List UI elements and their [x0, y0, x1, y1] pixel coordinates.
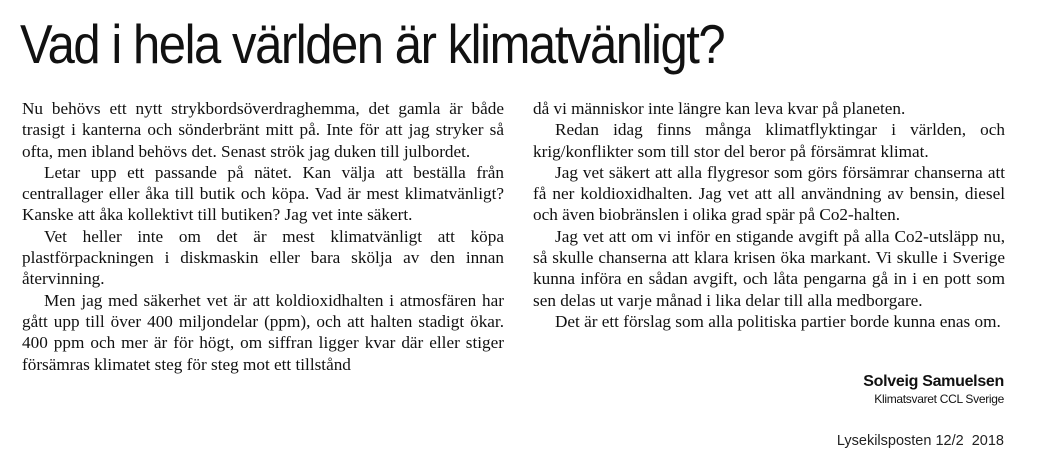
paragraph: Jag vet säkert att alla flygresor som görs försämrar chanserna att få ner koldioxidhalten. Jag vet att all användning av bensin, diesel och även biobränslen i olika grad spär på Co2-halten.	[533, 162, 1005, 225]
signature	[863, 372, 1004, 406]
author-organization: Klimatsvaret CCL Sverige	[874, 392, 1004, 406]
paragraph: Letar upp ett passande på nätet. Kan välja att beställa från centrallager eller åka till butik och köpa. Vad är mest klimatvänligt? Kanske att åka kollektivt till butiken? Jag vet inte säkert.	[22, 162, 504, 225]
author-name: Solveig Samuelsen	[863, 373, 1004, 390]
paragraph: Det är ett förslag som alla politiska partier borde kunna enas om.	[555, 311, 1001, 331]
paragraph: Jag vet att om vi inför en stigande avgift på alla Co2-utsläpp nu, så skulle chanserna att klara krisen öka markant. Vi skulle i Sverige kunna införa en sådan avgift, och låta pengarna gå in i en pott som sen delas ut varje månad i lika delar till alla medborgare.	[533, 226, 1005, 310]
headline: Vad i hela världen är klimatvänligt?	[20, 13, 725, 75]
paragraph: Men jag med säkerhet vet är att koldioxidhalten i atmosfären har gått upp till över 400 miljondelar (ppm), och att halten stadigt ökar. 400 ppm och mer är för högt, om siffran ligger kvar där eller stiger försämras klimatet steg för steg mot ett tillstånd	[22, 290, 504, 374]
article-column-right	[533, 98, 1005, 332]
article-column-left	[22, 98, 504, 375]
publication-source: Lysekilsposten 12/2 2018	[836, 433, 1004, 449]
paragraph: Vet heller inte om det är mest klimatvänligt att köpa plastförpackningen i diskmaskin eller bara skölja av den innan återvinning.	[22, 226, 504, 289]
paragraph: Redan idag finns många klimatflyktingar i världen, och krig/konflikter som till stor del beror på försämrat klimat.	[533, 120, 1005, 161]
paragraph: Nu behövs ett nytt strykbordsöverdraghemma, det gamla är både trasigt i kanterna och sönderbränt mitt på. Inte för att jag stryker så ofta, men ibland behövs det. Senast strök jag duken till julbordet.	[22, 99, 504, 161]
paragraph-continuation: då vi människor inte längre kan leva kvar på planeten.	[533, 99, 906, 118]
